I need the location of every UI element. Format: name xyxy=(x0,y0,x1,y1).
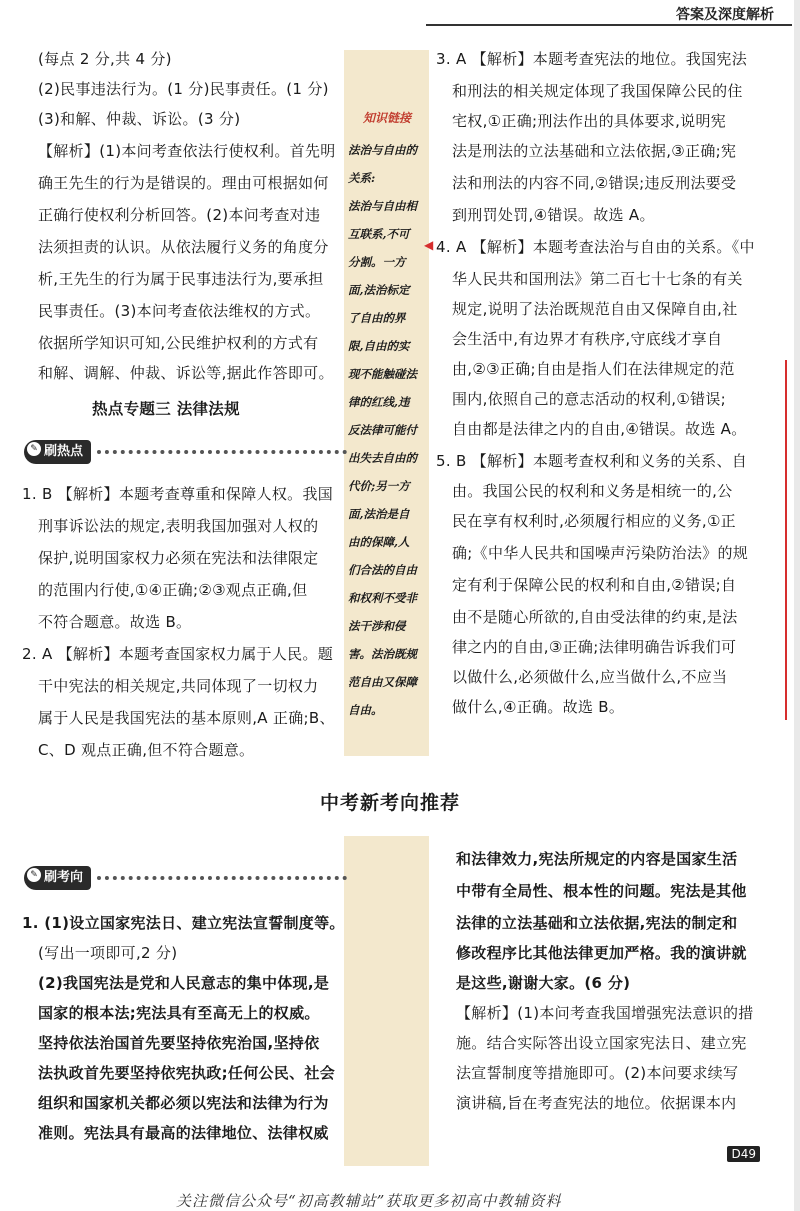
answer-line: 和法律效力,宪法所规定的内容是国家生活 xyxy=(456,850,738,868)
question-line: 1. B 【解析】本题考查尊重和保障人权。我国 xyxy=(22,485,334,503)
question-line: 干中宪法的相关规定,共同体现了一切权力 xyxy=(38,677,319,695)
answer-line: 法律的立法基础和立法依据,宪法的制定和 xyxy=(456,914,738,932)
analysis-line: 法须担责的认识。从依法履行义务的角度分 xyxy=(38,238,329,256)
answer-line: (写出一项即可,2 分) xyxy=(38,944,178,962)
question-line: 由不是随心所欲的,自由受法律的约束,是法 xyxy=(452,608,738,626)
question-line: 由。我国公民的权利和义务是相统一的,公 xyxy=(452,482,733,500)
brush-icon: ✎ xyxy=(27,868,41,882)
sidebar-line: 由的保障,人 xyxy=(348,535,410,549)
answer-line: 组织和国家机关都必须以宪法和法律为行为 xyxy=(38,1094,329,1112)
analysis-line: 析,王先生的行为属于民事违法行为,要承担 xyxy=(38,270,324,288)
question-line: 不符合题意。故选 B。 xyxy=(38,613,192,631)
analysis-line: 确王先生的行为是错误的。理由可根据如何 xyxy=(38,174,329,192)
page-number: D49 xyxy=(727,1146,760,1162)
banner-dots xyxy=(97,876,347,880)
bottom-sidebar xyxy=(344,836,429,1166)
sidebar-line: 法治与自由的 xyxy=(348,143,417,157)
sidebar-line: 关系: xyxy=(348,171,376,185)
sidebar-line: 限,自由的实 xyxy=(348,339,410,353)
banner-dots xyxy=(97,450,347,454)
question-line: 律之内的自由,③正确;法律明确告诉我们可 xyxy=(452,638,737,656)
answer-line: 是这些,谢谢大家。(6 分) xyxy=(456,974,631,992)
banner-exam-trends xyxy=(24,866,347,890)
question-line: C、D 观点正确,但不符合题意。 xyxy=(38,741,255,759)
answer-line: (2)民事违法行为。(1 分)民事责任。(1 分) xyxy=(38,80,329,98)
question-line: 以做什么,必须做什么,应当做什么,不应当 xyxy=(452,668,728,686)
answer-line: (每点 2 分,共 4 分) xyxy=(38,50,172,68)
sidebar-line: 害。法治既规 xyxy=(348,647,417,661)
question-line: 华人民共和国刑法》第二百七十七条的有关 xyxy=(452,270,743,288)
section-title: 热点专题三 法律法规 xyxy=(92,400,240,418)
page-edge xyxy=(794,0,800,1211)
question-line: 的范围内行使,①④正确;②③观点正确,但 xyxy=(38,581,308,599)
sidebar-line: 面,法治是自 xyxy=(348,507,410,521)
question-line: 3. A 【解析】本题考查宪法的地位。我国宪法 xyxy=(436,50,748,68)
sidebar-line: 了自由的界 xyxy=(348,311,406,325)
analysis-line: 法宣誓制度等措施即可。(2)本问要求续写 xyxy=(456,1064,739,1082)
sidebar-title: 知识链接 xyxy=(363,111,412,125)
analysis-line: 正确行使权利分析回答。(2)本问考查对违 xyxy=(38,206,321,224)
question-line: 2. A 【解析】本题考查国家权力属于人民。题 xyxy=(22,645,334,663)
sidebar-line: 面,法治标定 xyxy=(348,283,410,297)
sidebar-line: 分割。一方 xyxy=(348,255,406,269)
answer-line: (2)我国宪法是党和人民意志的集中体现,是 xyxy=(38,974,330,992)
question-line: 定有利于保障公民的权利和自由,②错误;自 xyxy=(452,576,737,594)
question-line: 由,②③正确;自由是指人们在法律规定的范 xyxy=(452,360,735,378)
answer-line: 1. (1)设立国家宪法日、建立宪法宣誓制度等。 xyxy=(22,914,345,932)
header-rule xyxy=(426,24,792,26)
answer-line: 国家的根本法;宪法具有至高无上的权威。 xyxy=(38,1004,320,1022)
question-line: 自由都是法律之内的自由,④错误。故选 A。 xyxy=(452,420,747,438)
question-line: 到刑罚处罚,④错误。故选 A。 xyxy=(452,206,655,224)
sidebar-line: 互联系,不可 xyxy=(348,227,410,241)
analysis-line: 和解、调解、仲裁、诉讼等,据此作答即可。 xyxy=(38,364,334,382)
analysis-line: 演讲稿,旨在考查宪法的地位。依据课本内 xyxy=(456,1094,737,1112)
answer-line: 坚持依法治国首先要坚持依宪治国,坚持依 xyxy=(38,1034,320,1052)
question-line: 5. B 【解析】本题考查权利和义务的关系、自 xyxy=(436,452,748,470)
banner-label: 刷考向 xyxy=(44,870,84,885)
sidebar-line: 法治与自由相 xyxy=(348,199,417,213)
sidebar-line: 法干涉和侵 xyxy=(348,619,406,633)
analysis-line: 【解析】(1)本问考查依法行使权利。首先明 xyxy=(38,142,336,160)
answer-line: 准则。宪法具有最高的法律地位、法律权威 xyxy=(38,1124,329,1142)
question-line: 规定,说明了法治既规范自由又保障自由,社 xyxy=(452,300,738,318)
question-line: 属于人民是我国宪法的基本原则,A 正确;B、 xyxy=(38,709,335,727)
brush-icon: ✎ xyxy=(27,442,41,456)
footer-note: 关注微信公众号“初高教辅站”获取更多初高中教辅资料 xyxy=(176,1192,562,1210)
question-line: 做什么,④正确。故选 B。 xyxy=(452,698,625,716)
analysis-line: 【解析】(1)本问考查我国增强宪法意识的措 xyxy=(456,1004,754,1022)
question-line: 4. A 【解析】本题考查法治与自由的关系。《中 xyxy=(436,238,755,256)
question-line: 和刑法的相关规定体现了我国保障公民的住 xyxy=(452,82,743,100)
sidebar-line: 范自由又保障 xyxy=(348,675,417,689)
answer-line: 修改程序比其他法律更加严格。我的演讲就 xyxy=(456,944,747,962)
question-line: 围内,依照自己的意志活动的权利,①错误; xyxy=(452,390,727,408)
question-line: 法是刑法的立法基础和立法依据,③正确;宪 xyxy=(452,142,737,160)
banner-label: 刷热点 xyxy=(44,444,84,459)
section-title-large: 中考新考向推荐 xyxy=(320,792,461,814)
question-line: 法和刑法的内容不同,②错误;违反刑法要受 xyxy=(452,174,737,192)
sidebar-line: 现不能触碰法 xyxy=(348,367,417,381)
question-line: 刑事诉讼法的规定,表明我国加强对人权的 xyxy=(38,517,319,535)
sidebar-line: 们合法的自由 xyxy=(348,563,417,577)
analysis-line: 民事责任。(3)本问考查依法维权的方式。 xyxy=(38,302,321,320)
answer-line: 法执政首先要坚持依宪执政;任何公民、社会 xyxy=(38,1064,336,1082)
question-line: 宅权,①正确;刑法作出的具体要求,说明宪 xyxy=(452,112,727,130)
sidebar-line: 代价;另一方 xyxy=(348,479,410,493)
highlight-rule xyxy=(785,360,787,720)
answer-line: 中带有全局性、根本性的问题。宪法是其他 xyxy=(456,882,747,900)
arrow-left-icon: ◀ xyxy=(424,238,434,252)
answer-line: (3)和解、仲裁、诉讼。(3 分) xyxy=(38,110,241,128)
question-line: 会生活中,有边界才有秩序,守底线才享自 xyxy=(452,330,723,348)
sidebar-line: 反法律可能付 xyxy=(348,423,417,437)
sidebar-line: 和权利不受非 xyxy=(348,591,417,605)
question-line: 民在享有权利时,必须履行相应的义务,①正 xyxy=(452,512,736,530)
header-title: 答案及深度解析 xyxy=(676,7,774,23)
sidebar-line: 出失去自由的 xyxy=(348,451,417,465)
question-line: 确;《中华人民共和国噪声污染防治法》的规 xyxy=(452,544,749,562)
analysis-line: 依据所学知识可知,公民维护权利的方式有 xyxy=(38,334,319,352)
question-line: 保护,说明国家权力必须在宪法和法律限定 xyxy=(38,549,319,567)
sidebar-line: 自由。 xyxy=(348,703,383,717)
analysis-line: 施。结合实际答出设立国家宪法日、建立宪 xyxy=(456,1034,747,1052)
banner-hot-points xyxy=(24,440,347,464)
sidebar-line: 律的红线,违 xyxy=(348,395,410,409)
